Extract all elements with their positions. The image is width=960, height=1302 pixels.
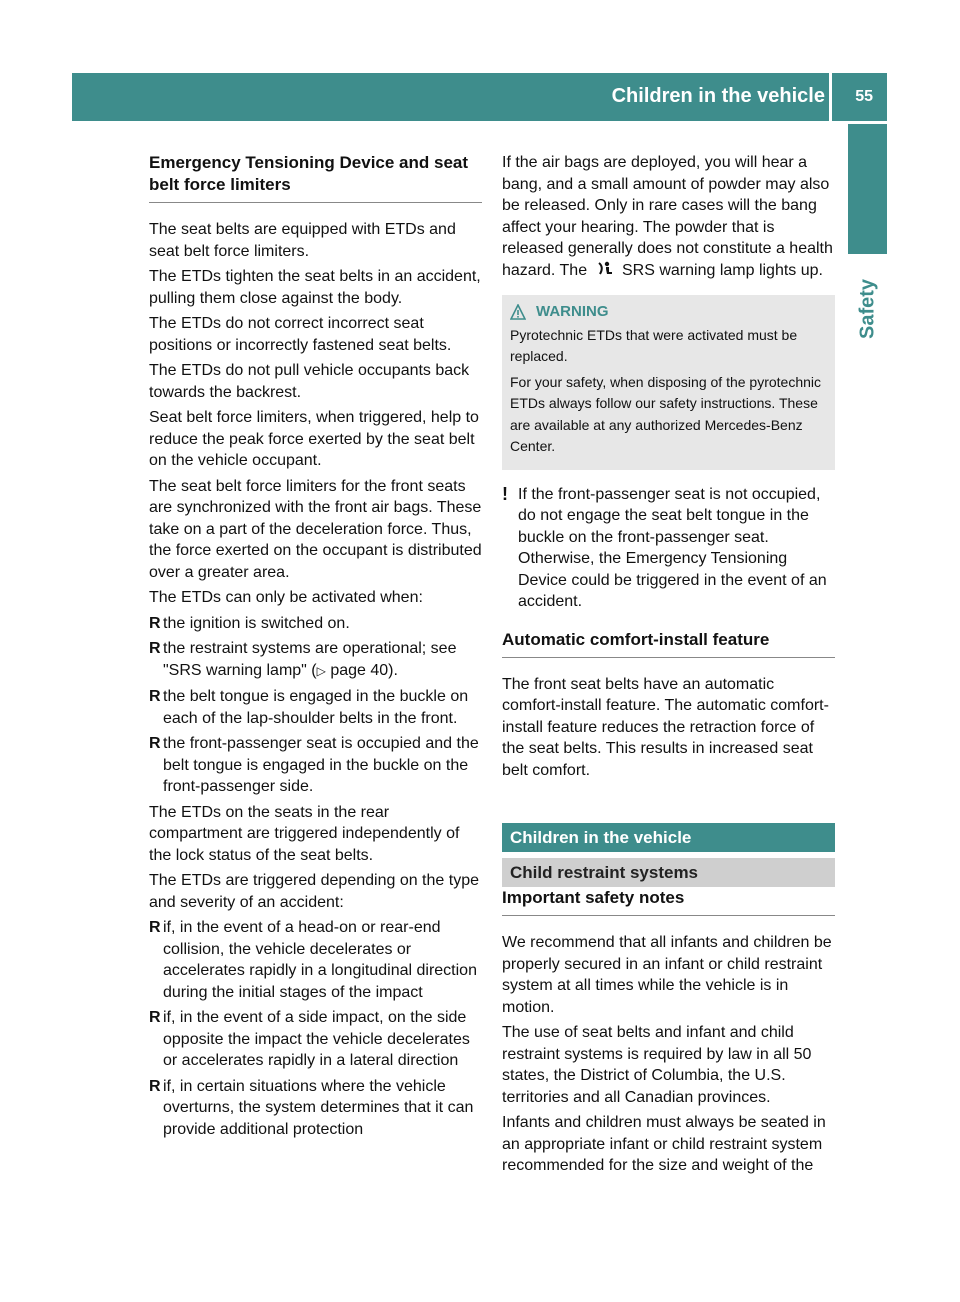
paragraph: The ETDs do not pull vehicle occupants back towards the backrest.: [149, 362, 470, 401]
header-divider: [829, 73, 832, 121]
warning-title: WARNING: [536, 303, 609, 320]
warning-header: [510, 301, 827, 323]
paragraph: Infants and children must always be seated in an appropriate infant or child restraint system recommended for the size and weight of the: [502, 1114, 826, 1174]
list-item: R the belt tongue is engaged in the buckle on each of the lap-shoulder belts in the front.: [149, 688, 469, 727]
section-side-tab: [848, 124, 887, 254]
side-tab-text: Safety: [856, 278, 878, 340]
paragraph: The use of seat belts and infant and child restraint systems is required by law in all 50 states, the District of Columbia, the U.S. territories and all Canadian provinces.: [502, 1024, 812, 1106]
safety-notes-heading: Important safety notes: [502, 887, 835, 916]
bullet-icon: R: [149, 1077, 161, 1095]
list-item: R if, in the event of a side impact, on the side opposite the impact the vehicle decelerates or accelerates rapidly in a lateral direction: [149, 1009, 470, 1069]
paragraph: The ETDs do not correct incorrect seat positions or incorrectly fastened seat belts.: [149, 315, 452, 354]
paragraph: We recommend that all infants and children be properly secured in an infant or child restraint system at all times while the vehicle is in motion.: [502, 934, 832, 1016]
warning-text: Pyrotechnic ETDs that were activated must be replaced.: [510, 326, 798, 364]
right-column: [502, 152, 835, 1181]
paragraph: Seat belt force limiters, when triggered, help to reduce the peak force exerted by the seat belt on the vehicle occupant.: [149, 409, 479, 469]
srs-airbag-warning-icon: [596, 261, 614, 277]
bullet-icon: R: [149, 614, 161, 632]
page-reference-link[interactable]: page 40).: [325, 661, 398, 679]
list-item: R if, in the event of a head-on or rear-end collision, the vehicle decelerates or accelerates rapidly in a longitudinal direction during the initial stages of the impact: [149, 919, 477, 1001]
section-side-label: [848, 254, 887, 364]
paragraph: The front seat belts have an automatic comfort-install feature. The automatic comfort-install feature reduces the retraction force of the seat belts. This results in increased seat belt comfort.: [502, 675, 829, 779]
paragraph: The ETDs are triggered depending on the type and severity of an accident:: [149, 872, 479, 911]
activation-conditions-list: [149, 613, 482, 798]
section-title-bar: Children in the vehicle: [502, 823, 835, 852]
etd-heading: Emergency Tensioning Device and seat belt force limiters: [149, 152, 482, 203]
paragraph: The ETDs tighten the seat belts in an accident, pulling them close against the body.: [149, 268, 481, 307]
note-exclamation-icon: !: [502, 483, 508, 504]
paragraph: The ETDs on the seats in the rear compartment are triggered independently of the lock status of the seat belts.: [149, 803, 460, 864]
subsection-title-bar: Child restraint systems: [502, 858, 835, 887]
left-column: [149, 152, 482, 1144]
trigger-conditions-list: [149, 917, 482, 1140]
warning-text: For your safety, when disposing of the pyrotechnic ETDs always follow our safety instructions. These are available at any authorized Mercedes-Benz Center.: [510, 373, 822, 454]
page-header-bar: [72, 73, 887, 121]
warning-box: [502, 295, 835, 470]
bullet-icon: R: [149, 640, 161, 657]
list-item: R if, in certain situations where the vehicle overturns, the system determines that it can provide additional protection: [149, 1077, 474, 1138]
warning-triangle-icon: [510, 304, 526, 320]
page-header-title: Children in the vehicle: [611, 85, 825, 107]
bullet-icon: R: [149, 1009, 161, 1026]
comfort-install-heading: Automatic comfort-install feature: [502, 629, 835, 658]
bullet-icon: R: [149, 919, 161, 936]
page-reference-arrow-icon: ▷: [316, 663, 326, 678]
list-item: R the front-passenger seat is occupied and the belt tongue is engaged in the buckle on the front-passenger side.: [149, 735, 479, 795]
bullet-icon: R: [149, 735, 161, 752]
airbag-paragraph: If the air bags are deployed, you will hear a bang, and a small amount of powder may also be released. Only in rare cases will the bang affect your hearing. The powder that is released generally does not constitute a health hazard. The SRS warning lamp lights up.: [502, 154, 833, 279]
paragraph: The seat belt force limiters for the front seats are synchronized with the front air bags. These take on a part of the deceleration force. Thus, the force exerted on the occupant is distributed over a greater area.: [149, 477, 482, 581]
paragraph: The ETDs can only be activated when:: [149, 589, 423, 606]
bullet-icon: R: [149, 688, 161, 705]
list-item: R the ignition is switched on.: [149, 613, 482, 635]
paragraph: The seat belts are equipped with ETDs and seat belt force limiters.: [149, 221, 456, 260]
note-text: If the front-passenger seat is not occupied, do not engage the seat belt tongue in the buckle on the front-passenger seat. Otherwise, the Emergency Tensioning Device could be triggered in the event of an accident.: [518, 485, 827, 610]
note-block: [502, 484, 835, 613]
list-item: R the restraint systems are operational; see "SRS warning lamp" (▷ page 40).: [149, 640, 457, 679]
page-number: 55: [855, 88, 873, 105]
